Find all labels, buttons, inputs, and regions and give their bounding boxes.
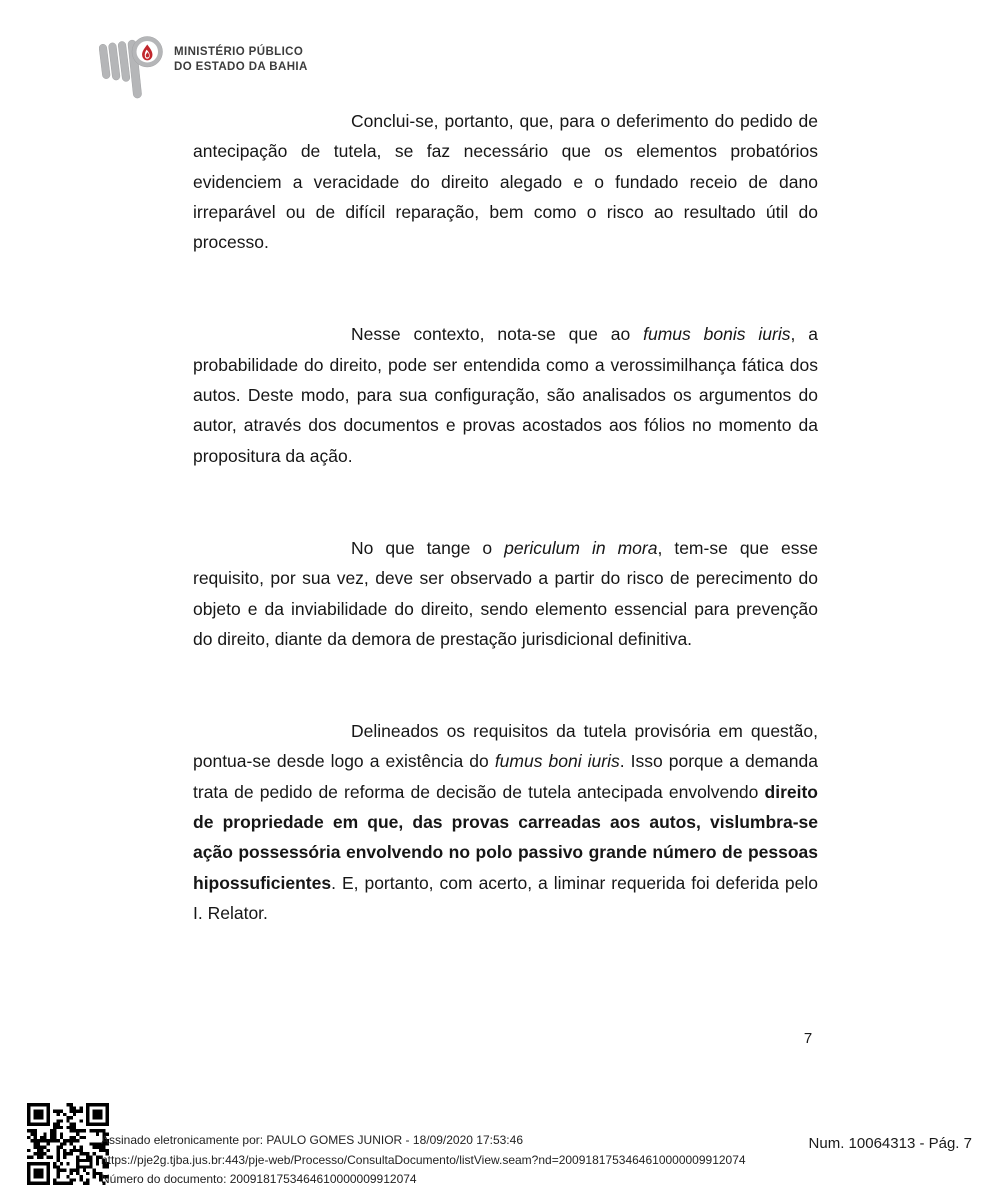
- mp-logo-icon: [99, 33, 165, 101]
- paragraph: Nesse contexto, nota-se que ao fumus bonis iuris, a probabilidade do direito, pode ser entendida como a verossimilhança fática dos autos. Deste modo, para sua configuração, são analisados os argumentos do autor, através dos documentos e provas acostados aos fólios no momento da propositura da ação.: [193, 324, 818, 466]
- letterhead: [99, 33, 308, 101]
- page-reference: Num. 10064313 - Pág. 7: [808, 1135, 972, 1152]
- paragraph: No que tange o periculum in mora, tem-se que esse requisito, por sua vez, deve ser observado a partir do risco de perecimento do objeto e da inviabilidade do direito, sendo elemento essencial para prevenção do direito, diante da demora de prestação jurisdicional definitiva.: [193, 537, 818, 649]
- signature-line: Assinado eletronicamente por: PAULO GOMES JUNIOR - 18/09/2020 17:53:46: [101, 1133, 523, 1147]
- document-number-line: Número do documento: 2009181753464610000009912074: [101, 1172, 417, 1186]
- document-body: [193, 106, 818, 928]
- paragraph: Delineados os requisitos da tutela provisória em questão, pontua-se desde logo a existência do fumus boni iuris. Isso porque a demanda trata de pedido de reforma de decisão de tutela antecipada envolvendo direito de propriedade em que, das provas carreadas aos autos, vislumbra-se ação possessória envolvendo no polo passivo grande número de pessoas hipossuficientes. E, portanto, com acerto, a liminar requerida foi deferida pelo I. Relator.: [193, 721, 818, 923]
- document-url: https://pje2g.tjba.jus.br:443/pje-web/Processo/ConsultaDocumento/listView.seam?nd=2009181753464610000009912074: [101, 1152, 746, 1167]
- organization-name: [174, 45, 308, 89]
- signature-block: [101, 1131, 746, 1190]
- org-name-line2: DO ESTADO DA BAHIA: [174, 61, 308, 73]
- org-name-line1: MINISTÉRIO PÚBLICO: [174, 46, 304, 58]
- page-number: 7: [803, 1030, 813, 1047]
- qr-code: [27, 1102, 109, 1186]
- paragraph: Conclui-se, portanto, que, para o deferimento do pedido de antecipação de tutela, se faz necessário que os elementos probatórios evidenciem a veracidade do direito alegado e o fundado receio de dano irreparável ou de difícil reparação, bem como o risco ao resultado útil do processo.: [193, 111, 818, 253]
